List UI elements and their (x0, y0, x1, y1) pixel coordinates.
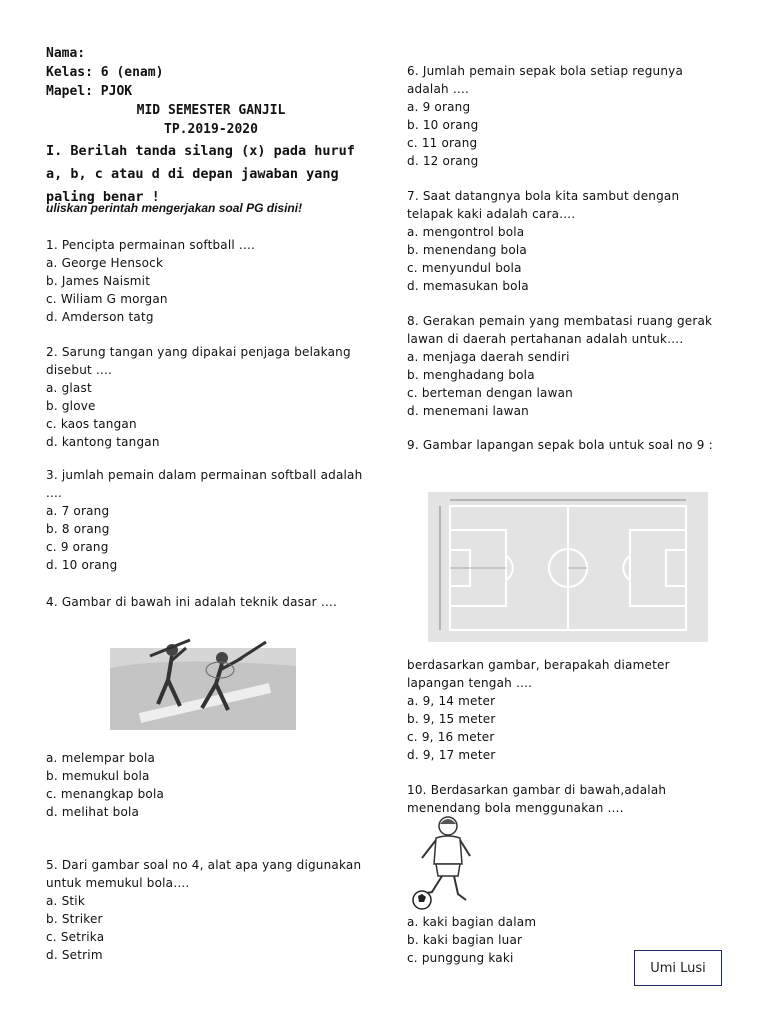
option: b. menghadang bola (407, 368, 535, 382)
option: d. melihat bola (46, 805, 140, 819)
question-6 (407, 62, 717, 170)
option: b. 8 orang (46, 522, 110, 536)
option: c. menyundul bola (407, 261, 522, 275)
option: b. James Naismit (46, 274, 151, 288)
option: c. berteman dengan lawan (407, 386, 573, 400)
option: b. kaki bagian luar (407, 933, 523, 947)
option: d. menemani lawan (407, 404, 529, 418)
question-text: berdasarkan gambar, berapakah diameter lapangan tengah …. (407, 658, 670, 690)
option: b. 9, 15 meter (407, 712, 496, 726)
question-7 (407, 187, 717, 295)
option: a. kaki bagian dalam (407, 915, 537, 929)
question-text: 4. Gambar di bawah ini adalah teknik dasar …. (46, 595, 338, 609)
question-text: 1. Pencipta permainan softball .... (46, 238, 255, 252)
option: d. kantong tangan (46, 435, 160, 449)
football-field-figure (428, 492, 708, 642)
option: d. Setrim (46, 948, 103, 962)
option: a. menjaga daerah sendiri (407, 350, 570, 364)
exam-title: MID SEMESTER GANJIL (136, 103, 286, 118)
option: c. kaos tangan (46, 417, 137, 431)
question-text: 9. Gambar lapangan sepak bola untuk soal no 9 : (407, 438, 713, 452)
option: a. melempar bola (46, 751, 156, 765)
option: c. 11 orang (407, 136, 478, 150)
option: b. glove (46, 399, 96, 413)
option: d. 10 orang (46, 558, 118, 572)
option: a. 9 orang (407, 100, 471, 114)
option: d. Amderson tatg (46, 310, 154, 324)
question-9 (407, 436, 717, 454)
option: b. 10 orang (407, 118, 479, 132)
option: d. memasukan bola (407, 279, 529, 293)
question-10 (407, 781, 717, 817)
option: b. memukul bola (46, 769, 150, 783)
kicking-boy-figure (408, 814, 488, 910)
question-text: 5. Dari gambar soal no 4, alat apa yang digunakan untuk memukul bola…. (46, 858, 362, 890)
question-text: 6. Jumlah pemain sepak bola setiap regunya adalah …. (407, 64, 684, 96)
kicking-boy-illustration (408, 814, 488, 910)
question-8 (407, 312, 717, 420)
option: d. 9, 17 meter (407, 748, 496, 762)
question-text: 3. jumlah pemain dalam permainan softball adalah .... (46, 468, 363, 500)
exam-header (46, 44, 376, 139)
option: d. 12 orang (407, 154, 479, 168)
question-1 (46, 236, 366, 326)
question-4-options (46, 749, 366, 821)
option: c. menangkap bola (46, 787, 165, 801)
nama-label: Nama: (46, 46, 86, 61)
option: a. George Hensock (46, 256, 164, 270)
question-text: 7. Saat datangnya bola kita sambut dengan telapak kaki adalah cara…. (407, 189, 680, 221)
question-2 (46, 343, 366, 451)
option: c. punggung kaki (407, 951, 514, 965)
instruction: I. Berilah tanda silang (x) pada huruf a, b, c atau d di depan jawaban yang paling benar ! (46, 143, 355, 205)
option: a. glast (46, 381, 92, 395)
option: a. mengontrol bola (407, 225, 525, 239)
option: a. 9, 14 meter (407, 694, 496, 708)
question-3 (46, 466, 366, 574)
option: c. Setrika (46, 930, 105, 944)
question-text: 10. Berdasarkan gambar di bawah,adalah menendang bola menggunakan …. (407, 783, 667, 815)
option: b. menendang bola (407, 243, 527, 257)
softball-batting-figure (110, 628, 296, 730)
option: c. Wiliam G morgan (46, 292, 168, 306)
option: c. 9 orang (46, 540, 109, 554)
question-4 (46, 593, 366, 611)
softball-batting-illustration (110, 628, 296, 730)
football-field-diagram (428, 492, 708, 642)
question-text: 8. Gerakan pemain yang membatasi ruang gerak lawan di daerah pertahanan adalah untuk…. (407, 314, 713, 346)
option: a. 7 orang (46, 504, 110, 518)
mapel-label: Mapel: PJOK (46, 84, 133, 99)
question-text: 2. Sarung tangan yang dipakai penjaga belakang disebut .... (46, 345, 351, 377)
option: a. Stik (46, 894, 85, 908)
exam-year: TP.2019-2020 (164, 122, 258, 137)
question-5 (46, 856, 366, 964)
option: c. 9, 16 meter (407, 730, 495, 744)
kelas-label: Kelas: 6 (enam) (46, 65, 164, 80)
author-name-box: Umi Lusi (634, 950, 722, 986)
question-9-options (407, 656, 717, 764)
instruction-note: uliskan perintah mengerjakan soal PG disini! (46, 201, 303, 215)
option: b. Striker (46, 912, 103, 926)
